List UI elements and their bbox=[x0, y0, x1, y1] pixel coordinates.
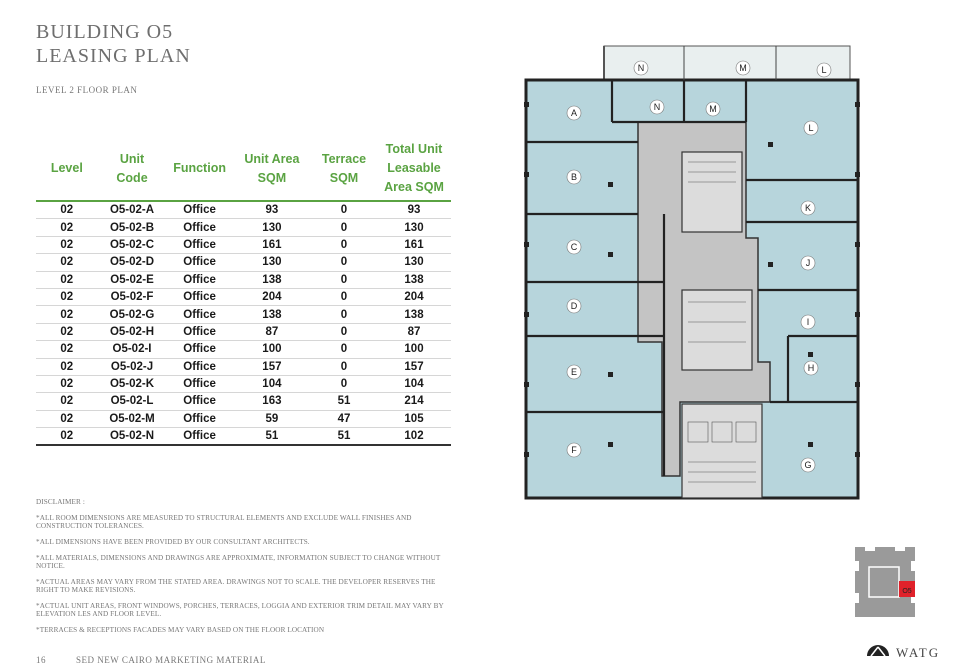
table-cell: 02 bbox=[36, 323, 98, 340]
unit-label-k bbox=[801, 201, 815, 215]
unit-label-i bbox=[801, 315, 815, 329]
table-cell: 130 bbox=[377, 219, 451, 236]
elevator-core bbox=[682, 404, 762, 498]
table-cell: 0 bbox=[311, 358, 377, 375]
table-cell: 02 bbox=[36, 341, 98, 358]
table-cell: 163 bbox=[233, 393, 311, 410]
svg-text:I: I bbox=[806, 317, 810, 327]
table-cell: 02 bbox=[36, 306, 98, 323]
table-cell: 51 bbox=[311, 393, 377, 410]
col-terrace bbox=[311, 140, 377, 201]
unit-label-m bbox=[706, 102, 720, 116]
svg-text:J: J bbox=[805, 258, 811, 268]
unit-label-b bbox=[567, 170, 581, 184]
table-cell: O5-02-F bbox=[98, 288, 167, 305]
table-cell: Office bbox=[166, 358, 232, 375]
table-cell: 104 bbox=[233, 375, 311, 392]
table-cell: 59 bbox=[233, 410, 311, 427]
table-cell: 161 bbox=[377, 236, 451, 253]
table-cell: 130 bbox=[233, 254, 311, 271]
table-cell: 138 bbox=[377, 306, 451, 323]
floor-plan bbox=[518, 42, 862, 508]
unit-label-l bbox=[804, 121, 818, 135]
table-cell: 157 bbox=[233, 358, 311, 375]
svg-text:E: E bbox=[570, 367, 578, 377]
svg-text:N: N bbox=[653, 102, 661, 112]
table-row bbox=[36, 271, 451, 288]
table-cell: 87 bbox=[377, 323, 451, 340]
table-cell: 02 bbox=[36, 288, 98, 305]
title-line-1: BUILDING O5 bbox=[36, 21, 174, 43]
table-row bbox=[36, 306, 451, 323]
table-cell: 0 bbox=[311, 323, 377, 340]
col-unit-area-label: Unit Area SQM bbox=[244, 151, 300, 185]
table-cell: O5-02-H bbox=[98, 323, 167, 340]
disclaimer-item: *ALL ROOM DIMENSIONS ARE MEASURED TO STRUCTURAL ELEMENTS AND EXCLUDE WALL FINISHES AND CONSTRUCTION TOLERANCES. bbox=[36, 514, 412, 530]
table-cell: O5-02-M bbox=[98, 410, 167, 427]
table-cell: Office bbox=[166, 341, 232, 358]
col-total-area-label: Total Unit Leasable Area SQM bbox=[384, 142, 444, 194]
brand-name: WATG bbox=[896, 645, 941, 660]
floor-plan-subtitle: LEVEL 2 FLOOR PLAN bbox=[36, 85, 138, 95]
table-cell: 02 bbox=[36, 393, 98, 410]
table-cell: 0 bbox=[311, 236, 377, 253]
table-cell: Office bbox=[166, 428, 232, 446]
table-cell: 51 bbox=[311, 428, 377, 446]
watg-logo bbox=[866, 644, 940, 662]
table-cell: 0 bbox=[311, 375, 377, 392]
table-cell: 130 bbox=[233, 219, 311, 236]
table-cell: 87 bbox=[233, 323, 311, 340]
table-row bbox=[36, 201, 451, 219]
svg-text:L: L bbox=[821, 65, 827, 75]
table-cell: Office bbox=[166, 306, 232, 323]
svg-text:H: H bbox=[807, 363, 815, 373]
unit-label-h bbox=[804, 361, 818, 375]
table-cell: Office bbox=[166, 236, 232, 253]
key-map-label: O5 bbox=[902, 588, 912, 595]
table-cell: O5-02-C bbox=[98, 236, 167, 253]
col-unit-code-label: Unit Code bbox=[116, 151, 148, 185]
col-level: Level bbox=[36, 140, 98, 201]
unit-label-d bbox=[567, 299, 581, 313]
svg-text:L: L bbox=[808, 123, 814, 133]
table-cell: 02 bbox=[36, 236, 98, 253]
disclaimer bbox=[36, 498, 451, 642]
svg-text:D: D bbox=[570, 301, 578, 311]
table-cell: 0 bbox=[311, 271, 377, 288]
table-cell: O5-02-B bbox=[98, 219, 167, 236]
table-row bbox=[36, 219, 451, 236]
table-cell: 214 bbox=[377, 393, 451, 410]
footer bbox=[36, 655, 266, 665]
table-cell: 47 bbox=[311, 410, 377, 427]
terrace-label-m bbox=[736, 61, 750, 75]
footer-doc-title: SED NEW CAIRO MARKETING MATERIAL bbox=[76, 655, 266, 665]
table-cell: 02 bbox=[36, 375, 98, 392]
table-cell: 02 bbox=[36, 428, 98, 446]
key-map bbox=[851, 543, 919, 621]
table-cell: O5-02-D bbox=[98, 254, 167, 271]
col-total-area bbox=[377, 140, 451, 201]
table-header-row bbox=[36, 140, 451, 201]
terrace-label-l bbox=[817, 63, 831, 77]
table-cell: 100 bbox=[233, 341, 311, 358]
table-cell: 138 bbox=[233, 306, 311, 323]
table-cell: 0 bbox=[311, 341, 377, 358]
table-cell: 51 bbox=[233, 428, 311, 446]
svg-text:M: M bbox=[739, 63, 747, 73]
table-row bbox=[36, 254, 451, 271]
table-cell: O5-02-G bbox=[98, 306, 167, 323]
table-cell: 102 bbox=[377, 428, 451, 446]
unit-label-f bbox=[567, 443, 581, 457]
table-row bbox=[36, 288, 451, 305]
col-unit-code bbox=[98, 140, 167, 201]
disclaimer-item: *TERRACES & RECEPTIONS FACADES MAY VARY BASED ON THE FLOOR LOCATION bbox=[36, 626, 325, 634]
table-cell: 138 bbox=[377, 271, 451, 288]
table-cell: 0 bbox=[311, 288, 377, 305]
table-cell: O5-02-E bbox=[98, 271, 167, 288]
unit-label-g bbox=[801, 458, 815, 472]
page-title bbox=[36, 20, 191, 68]
table-cell: Office bbox=[166, 288, 232, 305]
table-cell: Office bbox=[166, 375, 232, 392]
table-cell: O5-02-L bbox=[98, 393, 167, 410]
table-cell: O5-02-N bbox=[98, 428, 167, 446]
watg-logo-icon bbox=[866, 644, 890, 662]
svg-text:C: C bbox=[570, 242, 578, 252]
svg-text:G: G bbox=[804, 460, 812, 470]
table-cell: 02 bbox=[36, 358, 98, 375]
table-row bbox=[36, 358, 451, 375]
unit-area-table bbox=[36, 140, 451, 446]
table-cell: 02 bbox=[36, 410, 98, 427]
disclaimer-item: *ACTUAL UNIT AREAS, FRONT WINDOWS, PORCHES, TERRACES, LOGGIA AND EXTERIOR TRIM DETAIL MAY VARY BY ELEVATION LES AND FLOOR LEVEL. bbox=[36, 602, 444, 618]
table-cell: 02 bbox=[36, 271, 98, 288]
table-cell: 0 bbox=[311, 254, 377, 271]
table-row bbox=[36, 428, 451, 446]
table-row bbox=[36, 236, 451, 253]
table-cell: 105 bbox=[377, 410, 451, 427]
svg-text:F: F bbox=[571, 445, 577, 455]
table-cell: 0 bbox=[311, 201, 377, 219]
table-cell: Office bbox=[166, 271, 232, 288]
disclaimer-item: *ACTUAL AREAS MAY VARY FROM THE STATED AREA. DRAWINGS NOT TO SCALE. THE DEVELOPER RESERVES THE RIGHT TO MAKE REVISIONS. bbox=[36, 578, 436, 594]
table-row bbox=[36, 375, 451, 392]
table-cell: Office bbox=[166, 254, 232, 271]
table-cell: 02 bbox=[36, 201, 98, 219]
table-row bbox=[36, 410, 451, 427]
table-cell: 138 bbox=[233, 271, 311, 288]
table-cell: 204 bbox=[377, 288, 451, 305]
unit-label-j bbox=[801, 256, 815, 270]
table-row bbox=[36, 341, 451, 358]
disclaimer-item: *ALL MATERIALS, DIMENSIONS AND DRAWINGS ARE APPROXIMATE, INFORMATION SUBJECT TO CHANGE WITHOUT NOTICE. bbox=[36, 554, 441, 570]
table-cell: Office bbox=[166, 393, 232, 410]
table-cell: 02 bbox=[36, 254, 98, 271]
table-cell: 100 bbox=[377, 341, 451, 358]
table-cell: 0 bbox=[311, 219, 377, 236]
svg-text:A: A bbox=[570, 108, 578, 118]
table-cell: 130 bbox=[377, 254, 451, 271]
terrace-label-n bbox=[634, 61, 648, 75]
title-line-2: LEASING PLAN bbox=[36, 45, 191, 67]
unit-label-a bbox=[567, 106, 581, 120]
table-cell: 02 bbox=[36, 219, 98, 236]
table-cell: Office bbox=[166, 323, 232, 340]
col-unit-area bbox=[233, 140, 311, 201]
svg-text:K: K bbox=[804, 203, 812, 213]
table-cell: 161 bbox=[233, 236, 311, 253]
table-cell: 0 bbox=[311, 306, 377, 323]
table-cell: 93 bbox=[377, 201, 451, 219]
col-function: Function bbox=[166, 140, 232, 201]
svg-text:B: B bbox=[570, 172, 578, 182]
table-cell: Office bbox=[166, 219, 232, 236]
table-cell: 93 bbox=[233, 201, 311, 219]
disclaimer-item: *ALL DIMENSIONS HAVE BEEN PROVIDED BY OUR CONSULTANT ARCHITECTS. bbox=[36, 538, 310, 546]
table-cell: Office bbox=[166, 410, 232, 427]
table-cell: O5-02-J bbox=[98, 358, 167, 375]
table-row bbox=[36, 393, 451, 410]
table-cell: 204 bbox=[233, 288, 311, 305]
table-cell: 104 bbox=[377, 375, 451, 392]
page-number: 16 bbox=[36, 655, 46, 665]
svg-text:M: M bbox=[709, 104, 717, 114]
table-cell: O5-02-A bbox=[98, 201, 167, 219]
table-cell: O5-02-I bbox=[98, 341, 167, 358]
unit-label-c bbox=[567, 240, 581, 254]
unit-label-n bbox=[650, 100, 664, 114]
table-cell: 157 bbox=[377, 358, 451, 375]
col-terrace-label: Terrace SQM bbox=[321, 151, 367, 185]
disclaimer-heading: DISCLAIMER : bbox=[36, 498, 85, 506]
table-cell: Office bbox=[166, 201, 232, 219]
stair-core-north bbox=[682, 152, 742, 232]
unit-label-e bbox=[567, 365, 581, 379]
table-row bbox=[36, 323, 451, 340]
svg-text:N: N bbox=[637, 63, 645, 73]
table-cell: O5-02-K bbox=[98, 375, 167, 392]
